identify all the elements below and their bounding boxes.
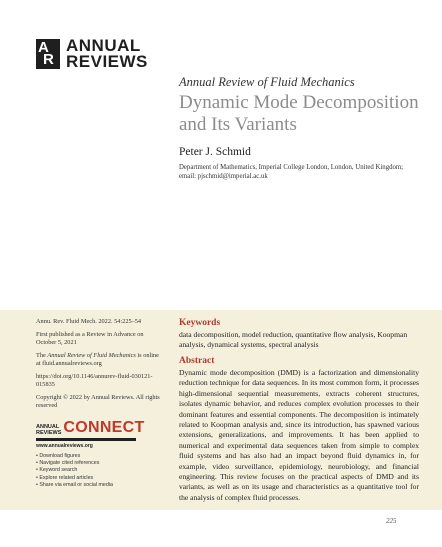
logo-text — [66, 38, 148, 70]
annual-reviews-connect[interactable] — [36, 420, 160, 489]
first-published: First published as a Review in Advance on October 5, 2021 — [36, 331, 144, 346]
citation: Annu. Rev. Fluid Mech. 2022. 54:225–54 — [36, 318, 142, 325]
connect-feature: • Share via email or social media — [36, 482, 160, 489]
online-prefix: The — [36, 352, 48, 359]
doi-link[interactable]: https://doi.org/10.1146/annurev-fluid-030121-015835 — [36, 373, 153, 388]
online-journal: Annual Review of Fluid Mechanics — [47, 352, 136, 359]
connect-divider — [36, 438, 136, 441]
connect-feature: • Download figures — [36, 453, 160, 460]
connect-feature: • Explore related articles — [36, 475, 160, 482]
online-suffix: is online at fluid.annualreviews.org — [36, 352, 159, 367]
abstract-text: Dynamic mode decomposition (DMD) is a factorization and dimensionality reduction technique for data sequences. In its most common form, it processes high-dimensional sequential measurements, extracts coherent structures, isolates dynamic behavior, and reduces complex evolution processes to their dominant features and essential components. The decomposition is intimately related to Koopman analysis and, since its introduction, has spawned various extensions, generalizations, and improvements. It has been applied to numerical and experimental data sequences taken from simple to complex fluid systems and has also had an impact beyond fluid dynamics in, for example, video surveillance, epidemiology, neurobiology, and financial engineering. This review focuses on the practical aspects of DMD and its variants, as well as on its usage and characteristics as a quantitative tool for the analysis of complex fluid processes. — [179, 368, 419, 502]
connect-feature: • Keyword search — [36, 467, 160, 474]
connect-brand-line2: REVIEWS — [36, 430, 62, 436]
abstract-heading: Abstract — [179, 356, 215, 366]
connect-word: CONNECT — [63, 419, 145, 436]
author-name: Peter J. Schmid — [179, 146, 251, 158]
annual-reviews-logo[interactable] — [36, 38, 148, 70]
logo-mark — [36, 39, 60, 69]
keywords-heading: Keywords — [179, 318, 221, 328]
logo-mark-r: R — [43, 51, 54, 68]
connect-feature: • Navigate cited references — [36, 460, 160, 467]
online-note — [36, 352, 160, 368]
article-title: Dynamic Mode Decomposition and Its Variants — [179, 92, 419, 135]
keywords-text: data decomposition, model reduction, quantitative flow analysis, Koopman analysis, dynamical systems, spectral analysis — [179, 330, 408, 349]
copyright: Copyright © 2022 by Annual Reviews. All rights reserved — [36, 394, 160, 409]
connect-features — [36, 453, 160, 489]
logo-line1: ANNUAL — [66, 36, 141, 55]
main-column — [179, 318, 419, 503]
connect-header — [36, 420, 160, 436]
logo-line2: REVIEWS — [66, 52, 148, 71]
author-affiliation: Department of Mathematics, Imperial College London, London, United Kingdom; email: pjschmid@imperial.ac.uk — [179, 164, 404, 180]
logo-mark-a: A — [38, 39, 49, 56]
connect-brand-line1: ANNUAL — [36, 424, 60, 430]
page-number: 225 — [386, 517, 397, 525]
journal-name: Annual Review of Fluid Mechanics — [179, 75, 355, 89]
connect-url[interactable]: www.annualreviews.org — [36, 443, 93, 449]
article-info-sidebar — [36, 318, 160, 415]
connect-brand — [36, 424, 61, 436]
